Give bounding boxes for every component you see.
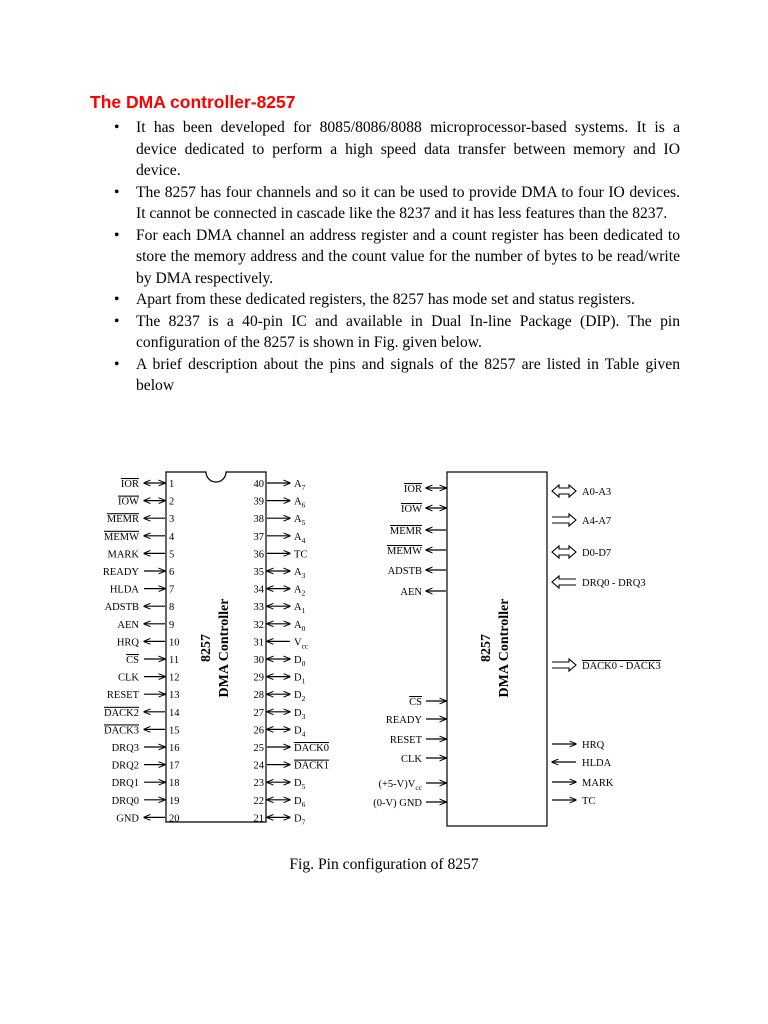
block-left-signal-label: IOR xyxy=(403,484,422,495)
dip-left-pin-number: 13 xyxy=(169,690,180,702)
block-left-signal-label: IOW xyxy=(401,504,422,515)
dip-right-pin-label: $D_2$ xyxy=(294,690,306,704)
dip-right-pin-number: 40 xyxy=(253,479,264,490)
block-right-bus-label: DRQ0 - DRQ3 xyxy=(582,578,646,589)
dip-right-pin-number: 31 xyxy=(253,637,264,649)
dip-right-pin-label: $A_3$ xyxy=(294,567,306,580)
dip-right-pin-label: $A_4$ xyxy=(294,531,306,545)
pin-configuration-figure xyxy=(0,460,768,840)
bullet-item: • The 8257 has four channels and so it can be used to provide DMA to four IO devices. It cannot be connected in cascade like the 8237 and it has less features than the 8237. xyxy=(100,182,680,225)
block-right-bus-arrow xyxy=(552,546,576,558)
block-right-bus-label: A4-A7 xyxy=(582,516,612,527)
block-left-input-label: RESET xyxy=(389,735,422,746)
dip-left-pin-number: 10 xyxy=(169,637,180,649)
dip-right-pin-number: 36 xyxy=(253,549,264,561)
dip-left-pin-label: DRQ0 xyxy=(111,795,139,807)
figure-caption: Fig. Pin configuration of 8257 xyxy=(289,856,479,873)
dip-right-pin-number: 21 xyxy=(253,813,264,825)
bullet-item: • Apart from these dedicated registers, the 8257 has mode set and status registers. xyxy=(100,289,680,311)
block-left-input-label: (0-V) GND xyxy=(373,798,422,809)
dip-right-pin-label: $D_4$ xyxy=(294,725,306,739)
dip-right-pin-label: $D_6$ xyxy=(294,795,306,809)
dip-right-pin-number: 34 xyxy=(253,584,264,596)
block-left-signal-label: ADSTB xyxy=(387,566,422,577)
block-chip-name: DMA Controller xyxy=(497,598,512,698)
dip-right-pin-number: 32 xyxy=(253,619,264,631)
dip-left-pin-number: 1 xyxy=(169,479,175,490)
block-right-bus-label: DACK0 - DACK3 xyxy=(582,661,661,672)
dip-chip-number: 8257 xyxy=(199,634,214,662)
dip-left-pin-label: HRQ xyxy=(116,637,139,649)
dip-left-pin-label: RESET xyxy=(106,690,139,702)
block-right-signal-label: TC xyxy=(582,796,596,807)
dip-left-pin-number: 4 xyxy=(169,531,175,543)
dip-right-pin-label: DACK0 xyxy=(294,743,330,754)
dip-right-pin-number: 39 xyxy=(253,496,264,508)
dip-left-pin-number: 11 xyxy=(169,655,180,666)
block-left-input-label: READY xyxy=(385,715,422,726)
dip-left-pin-label: MARK xyxy=(107,549,139,561)
dip-right-pin-number: 37 xyxy=(253,531,264,543)
dip-left-pin-label: DRQ3 xyxy=(111,743,139,754)
dip-right-pin-label: $D_7$ xyxy=(294,813,306,827)
dip-left-pin-label: AEN xyxy=(117,619,139,631)
dip-right-pin-label: $D_0$ xyxy=(294,655,306,668)
dip-left-pin-number: 3 xyxy=(169,514,175,526)
dip-right-pin-label: $A_1$ xyxy=(294,602,306,616)
dip-right-pin-label: $A_0$ xyxy=(294,619,306,633)
dip-left-pin-number: 2 xyxy=(169,496,175,508)
block-right-bus-label: D0-D7 xyxy=(582,548,612,559)
dip-right-pin-number: 33 xyxy=(253,602,264,614)
block-left-input-label: $(+5-V)V_{cc}$ xyxy=(378,779,422,792)
dip-chip-name: DMA Controller xyxy=(217,598,232,698)
block-right-bus-arrow xyxy=(552,485,576,497)
block-right-bus-arrow xyxy=(552,659,576,671)
block-right-signal-label: HLDA xyxy=(582,758,612,769)
block-right-signal-label: MARK xyxy=(582,778,614,789)
bullet-item: • It has been developed for 8085/8086/8088 microprocessor-based systems. It is a device dedicated to perform a high speed data transfer between memory and IO device. xyxy=(100,117,680,182)
dip-pinout-diagram xyxy=(103,472,329,826)
dip-left-pin-label: IOW xyxy=(118,496,139,508)
bullet-item: • A brief description about the pins and signals of the 8257 are listed in Table given below xyxy=(100,354,680,397)
dip-left-pin-label: CLK xyxy=(118,672,139,684)
dip-right-pin-number: 25 xyxy=(253,743,264,754)
dip-left-pin-label: MEMR xyxy=(106,514,139,526)
dip-left-pin-number: 15 xyxy=(169,725,180,737)
block-chip-number: 8257 xyxy=(479,634,494,662)
dip-right-pin-label: TC xyxy=(294,549,308,561)
dip-left-pin-number: 12 xyxy=(169,672,180,684)
dip-right-pin-number: 23 xyxy=(253,778,264,790)
dip-left-pin-label: HLDA xyxy=(109,584,139,596)
dip-left-pin-label: DACK2 xyxy=(103,707,139,719)
page-title: The DMA controller-8257 xyxy=(90,92,296,112)
block-left-input-label: CLK xyxy=(401,754,422,765)
dip-right-pin-label: $A_6$ xyxy=(294,496,306,510)
dip-right-pin-number: 28 xyxy=(253,690,264,702)
bullet-list xyxy=(100,117,680,397)
dip-right-pin-label: $D_5$ xyxy=(294,778,306,792)
dip-left-pin-number: 18 xyxy=(169,778,180,790)
dip-left-pin-number: 14 xyxy=(169,707,180,719)
dip-right-pin-label: $D_3$ xyxy=(294,707,306,721)
dip-right-pin-number: 27 xyxy=(253,707,264,719)
dip-left-pin-label: GND xyxy=(116,813,139,825)
dip-chip-body xyxy=(166,472,266,825)
dip-right-pin-number: 22 xyxy=(253,795,264,807)
dip-right-pin-label: $A_7$ xyxy=(294,479,306,492)
dip-left-pin-number: 8 xyxy=(169,602,175,614)
dip-left-pin-label: DRQ1 xyxy=(111,778,139,790)
dip-left-pin-label: CS xyxy=(126,655,139,666)
dip-left-pin-number: 5 xyxy=(169,549,175,561)
dip-left-pin-number: 17 xyxy=(169,760,180,772)
block-right-bus-arrow xyxy=(552,576,576,588)
dip-left-pin-label: IOR xyxy=(120,479,139,490)
block-right-bus-label: A0-A3 xyxy=(582,487,612,498)
dip-right-pin-label: $V_{cc}$ xyxy=(294,637,309,651)
bullet-item: • The 8237 is a 40-pin IC and available in Dual In-line Package (DIP). The pin configuration of the 8257 is shown in Fig. given below. xyxy=(100,311,680,354)
dip-right-pin-label: $A_5$ xyxy=(294,514,306,528)
bullet-item: • For each DMA channel an address register and a count register has been dedicated to store the memory address and the count value for the number of bytes to be read/write by DMA respectively. xyxy=(100,225,680,290)
dip-left-pin-label: ADSTB xyxy=(104,602,139,614)
block-right-signal-label: HRQ xyxy=(582,740,605,751)
dip-right-pin-number: 30 xyxy=(253,655,264,666)
dip-right-pin-label: $D_1$ xyxy=(294,672,306,686)
dip-right-pin-number: 35 xyxy=(253,567,264,578)
dip-left-pin-number: 16 xyxy=(169,743,180,754)
dip-right-pin-number: 24 xyxy=(253,760,264,772)
block-left-input-label: CS xyxy=(409,697,422,708)
dip-left-pin-number: 7 xyxy=(169,584,175,596)
dip-left-pin-label: DRQ2 xyxy=(111,760,139,772)
block-left-signal-label: AEN xyxy=(400,587,422,598)
dip-right-pin-number: 29 xyxy=(253,672,264,684)
dip-left-pin-number: 20 xyxy=(169,813,180,825)
dip-left-pin-label: MEMW xyxy=(104,531,139,543)
block-left-signal-label: MEMW xyxy=(387,546,422,557)
dip-right-pin-number: 38 xyxy=(253,514,264,526)
dip-right-pin-label: DACK1 xyxy=(294,760,330,772)
dip-left-pin-label: READY xyxy=(102,567,139,578)
block-right-bus-arrow xyxy=(552,514,576,526)
block-left-signal-label: MEMR xyxy=(389,526,422,537)
dip-left-pin-number: 9 xyxy=(169,619,175,631)
dip-left-pin-number: 19 xyxy=(169,795,180,807)
dip-left-pin-label: DACK3 xyxy=(103,725,139,737)
dip-right-pin-label: $A_2$ xyxy=(294,584,306,598)
block-diagram xyxy=(373,472,660,826)
dip-right-pin-number: 26 xyxy=(253,725,264,737)
dip-left-pin-number: 6 xyxy=(169,567,175,578)
